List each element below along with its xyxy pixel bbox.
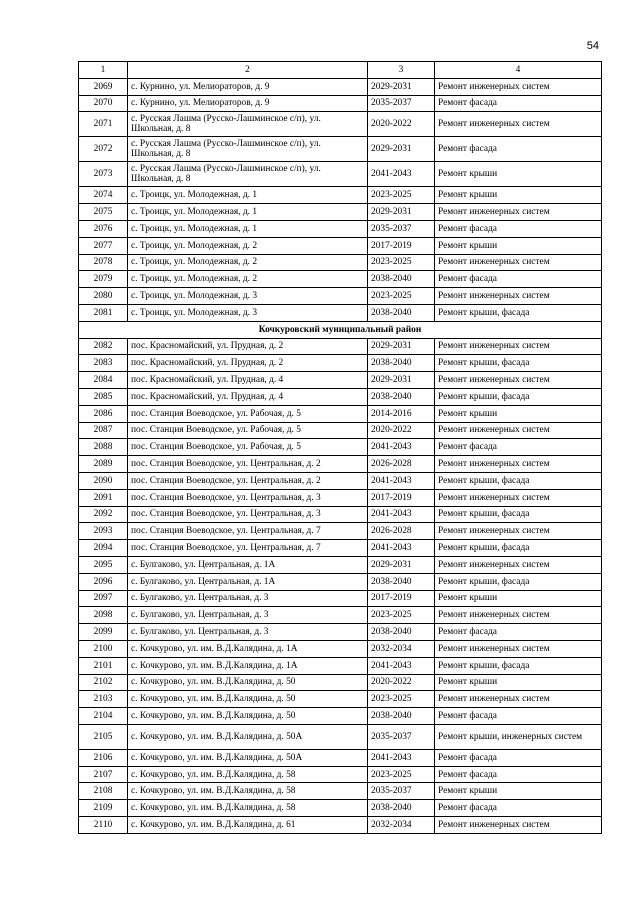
period-cell: 2038-2040 — [368, 388, 435, 405]
row-number-cell: 2082 — [79, 338, 128, 355]
address-cell: с. Кочкурово, ул. им. В.Д.Калядина, д. 1А — [128, 657, 368, 674]
work-type-cell: Ремонт инженерных систем — [435, 556, 602, 573]
period-cell: 2023-2025 — [368, 288, 435, 305]
header-cell-4: 4 — [435, 62, 602, 79]
table-row — [79, 640, 602, 657]
period-cell: 2041-2043 — [368, 472, 435, 489]
table-row — [79, 590, 602, 607]
period-cell: 2041-2043 — [368, 439, 435, 456]
table-row — [79, 355, 602, 372]
row-number-cell: 2092 — [79, 506, 128, 523]
period-cell: 2020-2022 — [368, 422, 435, 439]
row-number-cell: 2107 — [79, 766, 128, 783]
table-row — [79, 540, 602, 557]
row-number-cell: 2093 — [79, 523, 128, 540]
table-row — [79, 439, 602, 456]
table-row — [79, 766, 602, 783]
row-number-cell: 2069 — [79, 78, 128, 95]
period-cell: 2023-2025 — [368, 187, 435, 204]
table-row — [79, 338, 602, 355]
address-cell: пос. Станция Воеводское, ул. Центральная, д. 3 — [128, 489, 368, 506]
address-cell: с. Кочкурово, ул. им. В.Д.Калядина, д. 50 — [128, 674, 368, 691]
period-cell: 2035-2037 — [368, 220, 435, 237]
table-row — [79, 422, 602, 439]
work-type-cell: Ремонт фасада — [435, 749, 602, 766]
table-row — [79, 405, 602, 422]
period-cell: 2029-2031 — [368, 204, 435, 221]
table-row — [79, 708, 602, 725]
address-cell: пос. Станция Воеводское, ул. Рабочая, д. 5 — [128, 439, 368, 456]
address-cell: с. Русская Лашма (Русско-Лашминское с/п), ул. Школьная, д. 8 — [128, 162, 368, 187]
period-cell: 2038-2040 — [368, 271, 435, 288]
address-cell: пос. Красномайский, ул. Прудная, д. 2 — [128, 338, 368, 355]
table-row — [79, 674, 602, 691]
address-cell: с. Курнино, ул. Мелиораторов, д. 9 — [128, 78, 368, 95]
work-type-cell: Ремонт инженерных систем — [435, 422, 602, 439]
table-row — [79, 372, 602, 389]
period-cell: 2038-2040 — [368, 624, 435, 641]
row-number-cell: 2088 — [79, 439, 128, 456]
table-row — [79, 800, 602, 817]
work-type-cell: Ремонт инженерных систем — [435, 607, 602, 624]
period-cell: 2041-2043 — [368, 749, 435, 766]
address-cell: с. Кочкурово, ул. им. В.Д.Калядина, д. 58 — [128, 766, 368, 783]
address-cell: пос. Станция Воеводское, ул. Центральная, д. 7 — [128, 540, 368, 557]
table-row — [79, 237, 602, 254]
row-number-cell: 2075 — [79, 204, 128, 221]
row-number-cell: 2090 — [79, 472, 128, 489]
table-row — [79, 162, 602, 187]
row-number-cell: 2089 — [79, 456, 128, 473]
work-type-cell: Ремонт крыши, фасада — [435, 304, 602, 321]
table-row — [79, 137, 602, 162]
row-number-cell: 2102 — [79, 674, 128, 691]
period-cell: 2041-2043 — [368, 506, 435, 523]
address-cell: с. Булгаково, ул. Центральная, д. 1А — [128, 556, 368, 573]
period-cell: 2020-2022 — [368, 674, 435, 691]
row-number-cell: 2072 — [79, 137, 128, 162]
row-number-cell: 2087 — [79, 422, 128, 439]
address-cell: с. Русская Лашма (Русско-Лашминское с/п), ул. Школьная, д. 8 — [128, 137, 368, 162]
table-row — [79, 187, 602, 204]
table-row — [79, 523, 602, 540]
table-row — [79, 220, 602, 237]
row-number-cell: 2085 — [79, 388, 128, 405]
page-number: 54 — [586, 40, 599, 52]
row-number-cell: 2110 — [79, 817, 128, 834]
work-type-cell: Ремонт инженерных систем — [435, 691, 602, 708]
row-number-cell: 2074 — [79, 187, 128, 204]
period-cell: 2023-2025 — [368, 691, 435, 708]
row-number-cell: 2106 — [79, 749, 128, 766]
address-cell: пос. Станция Воеводское, ул. Центральная, д. 2 — [128, 472, 368, 489]
period-cell: 2026-2028 — [368, 523, 435, 540]
address-cell: с. Троицк, ул. Молодежная, д. 3 — [128, 288, 368, 305]
section-header-row — [79, 321, 602, 338]
work-type-cell: Ремонт инженерных систем — [435, 456, 602, 473]
period-cell: 2038-2040 — [368, 355, 435, 372]
row-number-cell: 2096 — [79, 573, 128, 590]
row-number-cell: 2103 — [79, 691, 128, 708]
address-cell: с. Троицк, ул. Молодежная, д. 2 — [128, 271, 368, 288]
work-type-cell: Ремонт фасада — [435, 439, 602, 456]
address-cell: с. Кочкурово, ул. им. В.Д.Калядина, д. 50А — [128, 749, 368, 766]
work-type-cell: Ремонт инженерных систем — [435, 372, 602, 389]
address-cell: пос. Станция Воеводское, ул. Рабочая, д. 5 — [128, 405, 368, 422]
work-type-cell: Ремонт крыши — [435, 590, 602, 607]
address-cell: пос. Станция Воеводское, ул. Центральная, д. 3 — [128, 506, 368, 523]
row-number-cell: 2109 — [79, 800, 128, 817]
table-row — [79, 607, 602, 624]
work-type-cell: Ремонт инженерных систем — [435, 489, 602, 506]
work-type-cell: Ремонт крыши — [435, 187, 602, 204]
table-row — [79, 78, 602, 95]
row-number-cell: 2084 — [79, 372, 128, 389]
table-row — [79, 724, 602, 749]
period-cell: 2041-2043 — [368, 162, 435, 187]
table-row — [79, 204, 602, 221]
section-title: Кочкуровский муниципальный район — [79, 321, 602, 338]
work-type-cell: Ремонт инженерных систем — [435, 204, 602, 221]
address-cell: с. Курнино, ул. Мелиораторов, д. 9 — [128, 95, 368, 112]
address-cell: пос. Станция Воеводское, ул. Центральная, д. 2 — [128, 456, 368, 473]
row-number-cell: 2104 — [79, 708, 128, 725]
period-cell: 2029-2031 — [368, 78, 435, 95]
work-type-cell: Ремонт фасада — [435, 137, 602, 162]
row-number-cell: 2080 — [79, 288, 128, 305]
work-type-cell: Ремонт фасада — [435, 766, 602, 783]
table-row — [79, 472, 602, 489]
period-cell: 2023-2025 — [368, 766, 435, 783]
period-cell: 2038-2040 — [368, 304, 435, 321]
period-cell: 2026-2028 — [368, 456, 435, 473]
period-cell: 2038-2040 — [368, 573, 435, 590]
address-cell: с. Кочкурово, ул. им. В.Д.Калядина, д. 50 — [128, 691, 368, 708]
address-cell: с. Булгаково, ул. Центральная, д. 1А — [128, 573, 368, 590]
period-cell: 2038-2040 — [368, 708, 435, 725]
work-type-cell: Ремонт фасада — [435, 624, 602, 641]
row-number-cell: 2081 — [79, 304, 128, 321]
row-number-cell: 2098 — [79, 607, 128, 624]
period-cell: 2017-2019 — [368, 489, 435, 506]
work-type-cell: Ремонт крыши — [435, 162, 602, 187]
work-type-cell: Ремонт инженерных систем — [435, 817, 602, 834]
row-number-cell: 2077 — [79, 237, 128, 254]
period-cell: 2035-2037 — [368, 724, 435, 749]
work-type-cell: Ремонт крыши, фасада — [435, 540, 602, 557]
address-cell: с. Троицк, ул. Молодежная, д. 3 — [128, 304, 368, 321]
address-cell: пос. Красномайский, ул. Прудная, д. 2 — [128, 355, 368, 372]
work-type-cell: Ремонт крыши, фасада — [435, 355, 602, 372]
table-row — [79, 489, 602, 506]
work-type-cell: Ремонт крыши, фасада — [435, 657, 602, 674]
period-cell: 2029-2031 — [368, 556, 435, 573]
row-number-cell: 2078 — [79, 254, 128, 271]
work-type-cell: Ремонт инженерных систем — [435, 112, 602, 137]
row-number-cell: 2095 — [79, 556, 128, 573]
period-cell: 2035-2037 — [368, 95, 435, 112]
table-row — [79, 271, 602, 288]
table-row — [79, 749, 602, 766]
table-row — [79, 691, 602, 708]
work-type-cell: Ремонт фасада — [435, 708, 602, 725]
period-cell: 2035-2037 — [368, 783, 435, 800]
address-cell: с. Кочкурово, ул. им. В.Д.Калядина, д. 58 — [128, 783, 368, 800]
address-cell: с. Кочкурово, ул. им. В.Д.Калядина, д. 50 — [128, 708, 368, 725]
work-type-cell: Ремонт фасада — [435, 271, 602, 288]
table-row — [79, 254, 602, 271]
period-cell: 2029-2031 — [368, 137, 435, 162]
period-cell: 2020-2022 — [368, 112, 435, 137]
header-cell-2: 2 — [128, 62, 368, 79]
row-number-cell: 2097 — [79, 590, 128, 607]
row-number-cell: 2100 — [79, 640, 128, 657]
row-number-cell: 2101 — [79, 657, 128, 674]
table-row — [79, 112, 602, 137]
work-type-cell: Ремонт крыши — [435, 237, 602, 254]
work-type-cell: Ремонт фасада — [435, 95, 602, 112]
work-type-cell: Ремонт инженерных систем — [435, 338, 602, 355]
work-type-cell: Ремонт фасада — [435, 220, 602, 237]
period-cell: 2038-2040 — [368, 800, 435, 817]
address-cell: с. Троицк, ул. Молодежная, д. 1 — [128, 187, 368, 204]
address-cell: с. Булгаково, ул. Центральная, д. 3 — [128, 590, 368, 607]
address-cell: с. Троицк, ул. Молодежная, д. 1 — [128, 220, 368, 237]
work-type-cell: Ремонт инженерных систем — [435, 523, 602, 540]
work-type-cell: Ремонт крыши — [435, 405, 602, 422]
address-cell: с. Булгаково, ул. Центральная, д. 3 — [128, 607, 368, 624]
row-number-cell: 2079 — [79, 271, 128, 288]
period-cell: 2017-2019 — [368, 237, 435, 254]
work-type-cell: Ремонт крыши, фасада — [435, 573, 602, 590]
table-row — [79, 95, 602, 112]
work-type-cell: Ремонт крыши — [435, 783, 602, 800]
table-header — [79, 62, 602, 79]
address-cell: с. Троицк, ул. Молодежная, д. 2 — [128, 254, 368, 271]
period-cell: 2017-2019 — [368, 590, 435, 607]
period-cell: 2041-2043 — [368, 657, 435, 674]
address-cell: с. Русская Лашма (Русско-Лашминское с/п), ул. Школьная, д. 8 — [128, 112, 368, 137]
period-cell: 2029-2031 — [368, 372, 435, 389]
address-cell: пос. Станция Воеводское, ул. Рабочая, д. 5 — [128, 422, 368, 439]
work-type-cell: Ремонт крыши, инженерных систем — [435, 724, 602, 749]
work-type-cell: Ремонт инженерных систем — [435, 640, 602, 657]
table-row — [79, 624, 602, 641]
table-row — [79, 817, 602, 834]
address-cell: пос. Красномайский, ул. Прудная, д. 4 — [128, 388, 368, 405]
table-row — [79, 556, 602, 573]
period-cell: 2032-2034 — [368, 817, 435, 834]
row-number-cell: 2108 — [79, 783, 128, 800]
row-number-cell: 2099 — [79, 624, 128, 641]
address-cell: пос. Станция Воеводское, ул. Центральная, д. 7 — [128, 523, 368, 540]
table-row — [79, 783, 602, 800]
table-row — [79, 456, 602, 473]
address-cell: с. Троицк, ул. Молодежная, д. 2 — [128, 237, 368, 254]
row-number-cell: 2105 — [79, 724, 128, 749]
repair-schedule-table — [78, 61, 602, 834]
table-body — [79, 78, 602, 833]
header-cell-3: 3 — [368, 62, 435, 79]
work-type-cell: Ремонт крыши, фасада — [435, 506, 602, 523]
table-row — [79, 288, 602, 305]
address-cell: с. Кочкурово, ул. им. В.Д.Калядина, д. 58 — [128, 800, 368, 817]
row-number-cell: 2083 — [79, 355, 128, 372]
address-cell: пос. Красномайский, ул. Прудная, д. 4 — [128, 372, 368, 389]
row-number-cell: 2094 — [79, 540, 128, 557]
period-cell: 2029-2031 — [368, 338, 435, 355]
work-type-cell: Ремонт фасада — [435, 800, 602, 817]
row-number-cell: 2086 — [79, 405, 128, 422]
row-number-cell: 2091 — [79, 489, 128, 506]
work-type-cell: Ремонт крыши, фасада — [435, 388, 602, 405]
table-row — [79, 573, 602, 590]
work-type-cell: Ремонт инженерных систем — [435, 254, 602, 271]
address-cell: с. Кочкурово, ул. им. В.Д.Калядина, д. 61 — [128, 817, 368, 834]
period-cell: 2041-2043 — [368, 540, 435, 557]
period-cell: 2014-2016 — [368, 405, 435, 422]
address-cell: с. Булгаково, ул. Центральная, д. 3 — [128, 624, 368, 641]
address-cell: с. Кочкурово, ул. им. В.Д.Калядина, д. 1А — [128, 640, 368, 657]
period-cell: 2032-2034 — [368, 640, 435, 657]
work-type-cell: Ремонт инженерных систем — [435, 78, 602, 95]
row-number-cell: 2076 — [79, 220, 128, 237]
header-cell-1: 1 — [79, 62, 128, 79]
table-row — [79, 657, 602, 674]
work-type-cell: Ремонт инженерных систем — [435, 288, 602, 305]
period-cell: 2023-2025 — [368, 607, 435, 624]
table-row — [79, 506, 602, 523]
table-row — [79, 388, 602, 405]
row-number-cell: 2073 — [79, 162, 128, 187]
table-row — [79, 304, 602, 321]
row-number-cell: 2070 — [79, 95, 128, 112]
work-type-cell: Ремонт крыши, фасада — [435, 472, 602, 489]
address-cell: с. Троицк, ул. Молодежная, д. 1 — [128, 204, 368, 221]
row-number-cell: 2071 — [79, 112, 128, 137]
period-cell: 2023-2025 — [368, 254, 435, 271]
address-cell: с. Кочкурово, ул. им. В.Д.Калядина, д. 50А — [128, 724, 368, 749]
work-type-cell: Ремонт крыши — [435, 674, 602, 691]
